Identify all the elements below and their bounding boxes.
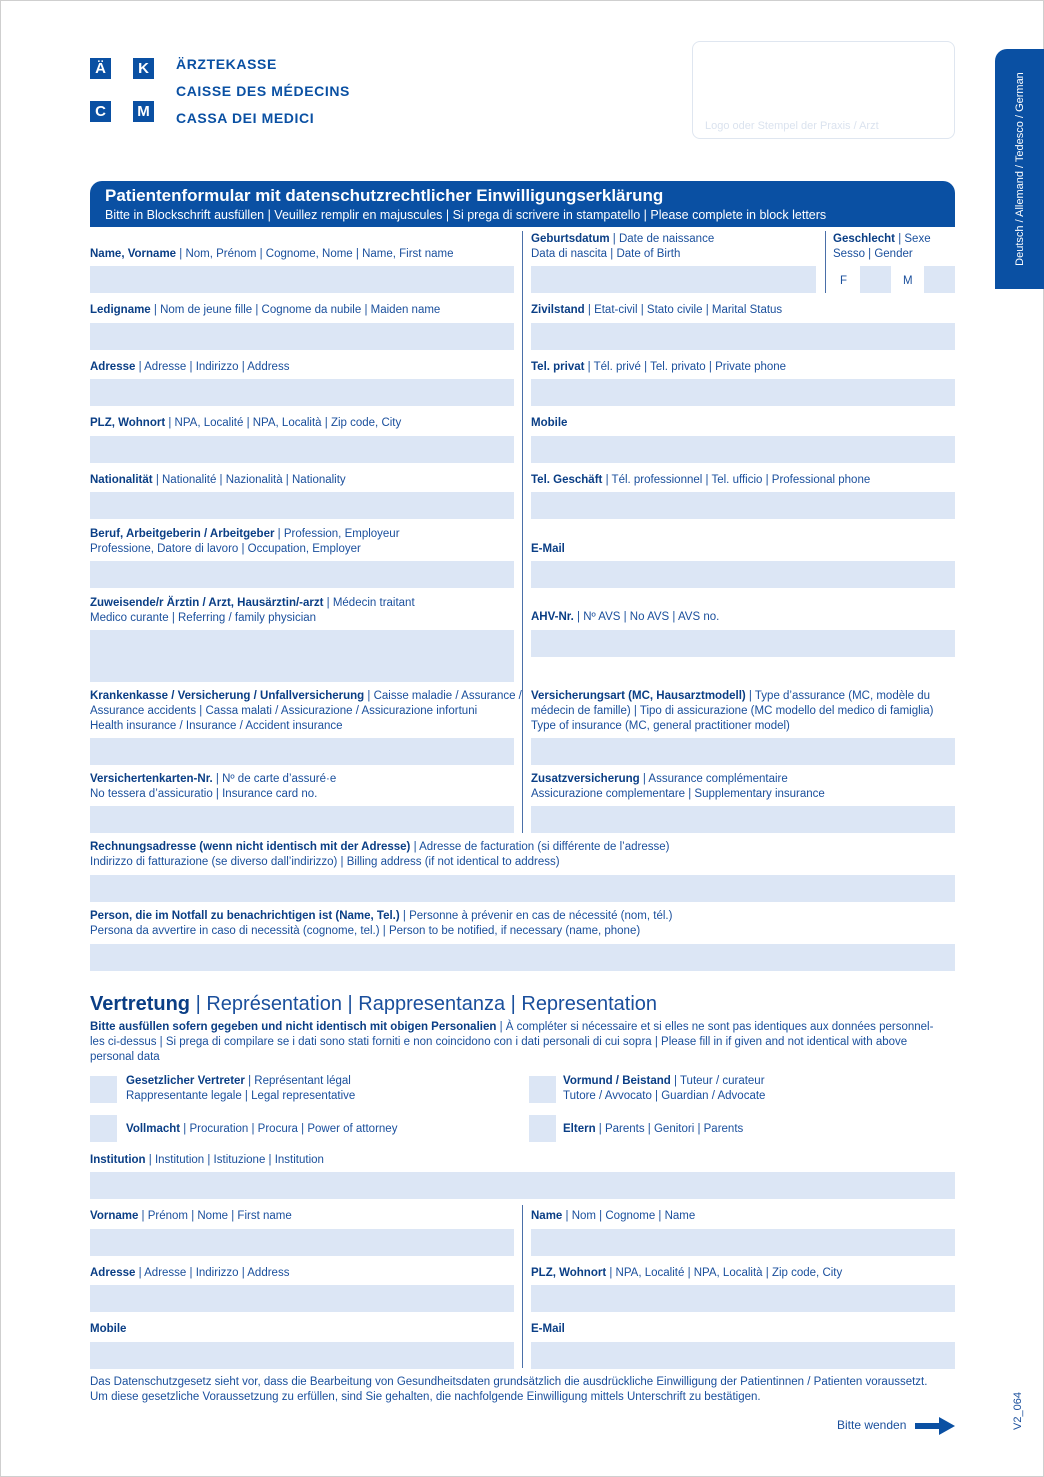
stamp-box[interactable] [692,41,955,139]
rep-email-label: E-Mail [531,1323,565,1335]
rep-mobile-field[interactable] [90,1342,514,1369]
gender-f-box[interactable] [860,266,891,293]
rep-email-field[interactable] [531,1342,955,1369]
logo-letter-k: K [133,58,154,79]
insurance-label: Krankenkasse / Versicherung / Unfallversicherung | Caisse maladie / Assurance / Assurance accidents | Cassa malati / Assicurazione / Assicurazione infortuni Health insurance / Insurance / Accident insurance [90,690,522,732]
gender-divider [825,231,826,293]
insurance-type-field[interactable] [531,738,955,765]
email-field[interactable] [531,561,955,588]
logo [90,58,156,124]
parents-checkbox[interactable] [529,1115,556,1142]
form-subtitle: Bitte in Blockschrift ausfüllen | Veuillez remplir en majuscules | Si prega di scrivere in stampatello | Please complete in block letters [105,208,827,222]
guardian-label: Vormund / Beistand | Tuteur / curateur Tutore / Avvocato | Guardian / Advocate [563,1075,766,1102]
logo-letter-m: M [133,101,154,122]
gender-m-label: M [903,275,913,287]
maiden-label: Ledigname | Nom de jeune fille | Cognome da nubile | Maiden name [90,304,441,316]
nationality-label: Nationalität | Nationalité | Nazionalità | Nationality [90,474,346,486]
ahv-field[interactable] [531,630,955,657]
legal-representative-checkbox[interactable] [90,1076,117,1103]
rep-address-label: Adresse | Adresse | Indirizzo | Address [90,1267,290,1279]
column-divider [522,231,523,833]
emergency-field[interactable] [90,944,955,971]
nationality-field[interactable] [90,492,514,519]
version-label: V2_064 [1012,1392,1024,1430]
rep-column-divider [522,1205,523,1368]
email-label: E-Mail [531,543,565,555]
billing-label: Rechnungsadresse (wenn nicht identisch mit der Adresse) | Adresse de facturation (si différente de l’adresse) Indirizzo di fatturazione (se diverso dall’indirizzo) | Billing address (if not identical to address) [90,841,670,868]
billing-field[interactable] [90,875,955,902]
address-field[interactable] [90,379,514,406]
tel-private-field[interactable] [531,379,955,406]
representation-intro: Bitte ausfüllen sofern gegeben und nicht identisch mit obigen Personalien | À compléter si nécessaire et si elles ne sont pas identiques aux données personnel- les ci-dessus | Si prega di compilare se i dati sono stati forniti e non coincidono con i dati personali di cui sopra | Please fill in if given and not identical with above personal data [90,1021,934,1063]
gender-label: Geschlecht | Sexe Sesso | Gender [833,233,931,260]
referring-label: Zuweisende/r Ärztin / Arzt, Hausärztin/-arzt | Médecin traitant Medico curante | Referring / family physician [90,597,415,624]
turn-over-label: Bitte wenden [837,1418,907,1432]
name-field[interactable] [90,266,514,293]
guardian-checkbox[interactable] [529,1076,556,1103]
privacy-notice: Das Datenschutzgesetz sieht vor, dass die Bearbeitung von Gesundheitsdaten grundsätzlich die ausdrückliche Einwilligung der Patientinnen / Patienten voraussetzt. Um diese gesetzliche Voraussetzung zu erfüllen, sind Sie gehalten, die nachfolgende Einwilligung mittels Unterschrift zu bestätigen. [90,1376,928,1403]
insurance-type-label: Versicherungsart (MC, Hausarztmodell) | Type d’assurance (MC, modèle du médecin de famille) | Tipo di assicurazione (MC modello del medico di famiglia) Type of insurance (MC, general practitioner model) [531,690,934,732]
card-no-field[interactable] [90,806,514,833]
form-title: Patientenformular mit datenschutzrechtlicher Einwilligungserklärung [105,186,664,205]
tel-business-label: Tel. Geschäft | Tél. professionnel | Tel. ufficio | Professional phone [531,474,871,486]
power-of-attorney-checkbox[interactable] [90,1115,117,1142]
rep-firstname-label: Vorname | Prénom | Nome | First name [90,1210,292,1222]
emergency-label: Person, die im Notfall zu benachrichtigen ist (Name, Tel.) | Personne à prévenir en cas de nécessité (nom, tél.) Persona da avvertire in caso di necessità (cognome, tel.) | Person to be notified, if necessary (name, phone) [90,910,673,937]
logo-letter-c: C [90,101,111,122]
referring-field[interactable] [90,630,514,682]
rep-address-field[interactable] [90,1285,514,1312]
tel-private-label: Tel. privat | Tél. privé | Tel. privato | Private phone [531,361,787,373]
profession-field[interactable] [90,561,514,588]
brand-name-it: CASSA DEI MEDICI [176,110,315,126]
brand-name-fr: CAISSE DES MÉDECINS [176,83,350,99]
profession-label: Beruf, Arbeitgeberin / Arbeitgeber | Profession, Employeur Professione, Datore di lavoro | Occupation, Employer [90,528,400,555]
civil-label: Zivilstand | Etat-civil | Stato civile | Marital Status [531,304,783,316]
name-label: Name, Vorname | Nom, Prénom | Cognome, Nome | Name, First name [90,248,454,260]
language-tab [995,49,1044,289]
rep-lastname-label: Name | Nom | Cognome | Name [531,1210,696,1222]
maiden-field[interactable] [90,323,514,350]
card-no-label: Versichertenkarten-Nr. | Nº de carte d’assuré·e No tessera d’assicuratio | Insurance card no. [90,773,337,800]
logo-letter-a: Ä [90,58,111,79]
insurance-field[interactable] [90,738,514,765]
rep-zip-field[interactable] [531,1285,955,1312]
parents-label: Eltern | Parents | Genitori | Parents [563,1123,744,1135]
representation-heading: Vertretung | Représentation | Rappresentanza | Representation [90,993,658,1015]
rep-zip-label: PLZ, Wohnort | NPA, Localité | NPA, Località | Zip code, City [531,1267,843,1279]
legal-representative-label: Gesetzlicher Vertreter | Représentant légal Rappresentante legale | Legal representative [126,1075,356,1102]
dob-label: Geburtsdatum | Date de naissance Data di nascita | Date of Birth [531,233,715,260]
gender-m-box[interactable] [924,266,955,293]
language-tab-label: Deutsch / Allemand / Tedesco / German [1014,72,1026,266]
arrow-right-icon [915,1417,955,1435]
rep-firstname-field[interactable] [90,1229,514,1256]
zip-label: PLZ, Wohnort | NPA, Localité | NPA, Località | Zip code, City [90,417,402,429]
form-banner [90,181,955,227]
rep-mobile-label: Mobile [90,1323,127,1335]
power-of-attorney-label: Vollmacht | Procuration | Procura | Power of attorney [126,1123,398,1135]
civil-field[interactable] [531,323,955,350]
mobile-label: Mobile [531,417,568,429]
supplementary-label: Zusatzversicherung | Assurance complémentaire Assicurazione complementare | Supplementary insurance [531,773,825,800]
dob-field[interactable] [531,266,816,293]
stamp-placeholder: Logo oder Stempel der Praxis / Arzt [705,120,879,132]
brand-name-de: ÄRZTEKASSE [176,56,277,72]
mobile-field[interactable] [531,436,955,463]
institution-label: Institution | Institution | Istituzione | Institution [90,1154,324,1166]
tel-business-field[interactable] [531,492,955,519]
ahv-label: AHV-Nr. | Nº AVS | No AVS | AVS no. [531,611,720,623]
rep-lastname-field[interactable] [531,1229,955,1256]
supplementary-field[interactable] [531,806,955,833]
address-label: Adresse | Adresse | Indirizzo | Address [90,361,290,373]
institution-field[interactable] [90,1172,955,1199]
gender-f-label: F [840,275,848,287]
zip-field[interactable] [90,436,514,463]
